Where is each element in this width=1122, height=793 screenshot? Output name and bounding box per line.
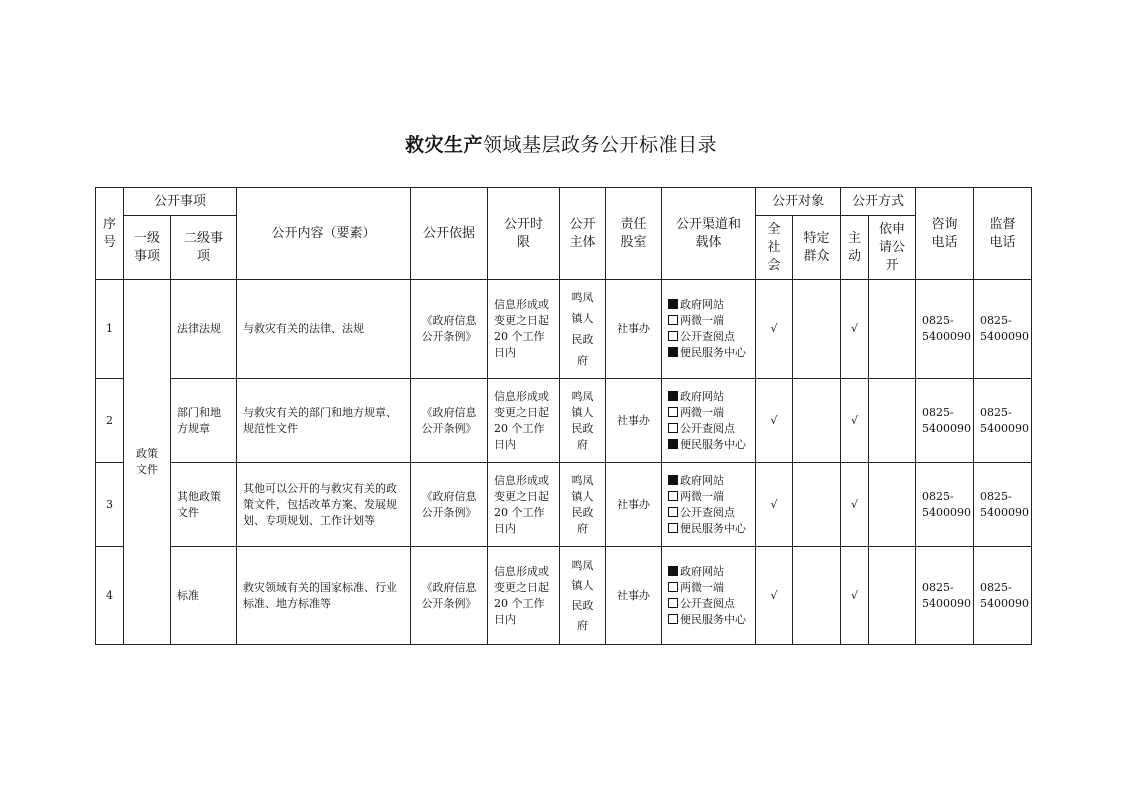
checkbox-icon <box>668 598 678 608</box>
row-aud-all: √ <box>756 379 793 463</box>
header-subject-text: 公开主体 <box>569 216 596 250</box>
channel-label: 政府网站 <box>680 564 725 578</box>
table-row <box>96 463 1032 547</box>
header-basis: 公开依据 <box>411 188 488 280</box>
level1-cell <box>124 280 171 645</box>
row-channels <box>662 547 756 645</box>
channel-label: 便民服务中心 <box>680 612 747 626</box>
checkbox-icon <box>668 391 678 401</box>
row-dept: 社事办 <box>606 379 662 463</box>
channel-option <box>668 421 749 437</box>
channel-label: 政府网站 <box>680 389 725 403</box>
channel-option <box>668 313 749 329</box>
header-level2 <box>171 216 237 280</box>
row-subject <box>560 547 606 645</box>
header-aud-all-text: 全社会 <box>767 221 781 273</box>
checkbox-icon <box>668 614 678 624</box>
header-m-apply <box>869 216 916 280</box>
channel-option <box>668 521 749 537</box>
row-m-active: √ <box>841 280 869 379</box>
checkbox-icon <box>668 347 678 357</box>
row-subject-text: 鸣凤镇人民政府 <box>571 473 594 535</box>
row-seq: 1 <box>96 280 124 379</box>
header-level1-text: 一级事项 <box>133 230 160 264</box>
row-subject-text: 鸣凤镇人民政府 <box>571 291 594 367</box>
row-basis-text: 《政府信息公开条例》 <box>421 314 477 343</box>
channel-label: 两微一端 <box>680 489 725 503</box>
row-m-apply <box>869 280 916 379</box>
table-row <box>96 379 1032 463</box>
channel-label: 公开查阅点 <box>680 421 736 435</box>
row-aud-all: √ <box>756 463 793 547</box>
channel-option <box>668 580 749 596</box>
channel-label: 两微一端 <box>680 580 725 594</box>
row-dept: 社事办 <box>606 547 662 645</box>
header-aud-specific <box>793 216 841 280</box>
row-m-apply <box>869 463 916 547</box>
channel-label: 公开查阅点 <box>680 330 736 343</box>
header-consult-phone <box>916 188 974 280</box>
row-aud-specific <box>793 280 841 379</box>
checkbox-icon <box>668 423 678 433</box>
header-items-group: 公开事项 <box>124 188 237 216</box>
channel-option <box>668 389 749 405</box>
row-content: 与救灾有关的法律、法规 <box>237 280 411 379</box>
channel-option <box>668 329 749 345</box>
channel-option <box>668 297 749 313</box>
channel-option <box>668 489 749 505</box>
checkbox-icon <box>668 299 678 309</box>
header-method-group: 公开方式 <box>841 188 916 216</box>
row-basis-text: 《政府信息公开条例》 <box>421 580 477 610</box>
row-content: 救灾领域有关的国家标准、行业标准、地方标准等 <box>237 547 411 645</box>
checkbox-icon <box>668 407 678 417</box>
checkbox-icon <box>668 439 678 449</box>
row-seq: 2 <box>96 379 124 463</box>
header-m-active-text: 主动 <box>848 230 862 264</box>
row-subject <box>560 280 606 379</box>
row-basis <box>411 379 488 463</box>
header-m-apply-text: 依申请公开 <box>879 221 906 273</box>
row-consult-phone: 0825-5400090 <box>916 547 974 645</box>
channel-option <box>668 612 749 628</box>
row-aud-all: √ <box>756 547 793 645</box>
disclosure-catalog-table <box>95 187 1032 645</box>
header-audience-group: 公开对象 <box>756 188 841 216</box>
row-channels <box>662 463 756 547</box>
channel-label: 便民服务中心 <box>680 346 747 359</box>
row-subject-text: 鸣凤镇人民政府 <box>571 558 594 632</box>
header-subject <box>560 188 606 280</box>
channel-label: 便民服务中心 <box>680 437 747 451</box>
title-strong: 救灾生产 <box>404 134 483 156</box>
row-m-active: √ <box>841 463 869 547</box>
channel-option <box>668 596 749 612</box>
row-time-limit: 信息形成或变更之日起 20 个工作日内 <box>488 280 560 379</box>
row-m-active: √ <box>841 547 869 645</box>
row-channels <box>662 379 756 463</box>
row-aud-specific <box>793 547 841 645</box>
checkbox-icon <box>668 566 678 576</box>
checkbox-icon <box>668 582 678 592</box>
row-m-active: √ <box>841 379 869 463</box>
channel-option <box>668 564 749 580</box>
row-subject-text: 鸣凤镇人民政府 <box>571 389 594 451</box>
row-dept: 社事办 <box>606 280 662 379</box>
row-consult-phone: 0825-5400090 <box>916 280 974 379</box>
header-m-active <box>841 216 869 280</box>
row-subject <box>560 463 606 547</box>
checkbox-icon <box>668 491 678 501</box>
row-basis <box>411 547 488 645</box>
row-seq: 4 <box>96 547 124 645</box>
channel-label: 公开查阅点 <box>680 596 736 610</box>
row-supervise-phone: 0825-5400090 <box>974 379 1032 463</box>
title-rest: 领域基层政务公开标准目录 <box>483 134 718 156</box>
row-basis-text: 《政府信息公开条例》 <box>421 405 477 435</box>
channel-label: 两微一端 <box>680 405 725 419</box>
checkbox-icon <box>668 507 678 517</box>
header-aud-specific-text: 特定群众 <box>803 230 830 264</box>
header-consult-phone-text: 咨询电话 <box>931 216 958 250</box>
table-row <box>96 280 1032 379</box>
row-channels <box>662 280 756 379</box>
row-basis-text: 《政府信息公开条例》 <box>421 489 477 519</box>
table-row <box>96 547 1032 645</box>
channel-option <box>668 473 749 489</box>
row-consult-phone: 0825-5400090 <box>916 379 974 463</box>
row-consult-phone: 0825-5400090 <box>916 463 974 547</box>
row-seq: 3 <box>96 463 124 547</box>
row-dept: 社事办 <box>606 463 662 547</box>
channel-label: 两微一端 <box>680 314 725 327</box>
row-level2: 法律法规 <box>171 280 237 379</box>
header-supervise-phone <box>974 188 1032 280</box>
row-supervise-phone: 0825-5400090 <box>974 463 1032 547</box>
header-supervise-phone-text: 监督电话 <box>989 216 1016 250</box>
row-m-apply <box>869 547 916 645</box>
header-dept <box>606 188 662 280</box>
row-supervise-phone: 0825-5400090 <box>974 280 1032 379</box>
header-time-limit-text: 公开时限 <box>504 216 544 250</box>
channel-label: 政府网站 <box>680 298 725 311</box>
row-basis <box>411 280 488 379</box>
channel-label: 政府网站 <box>680 473 725 487</box>
row-content: 其他可以公开的与救灾有关的政策文件，包括改革方案、发展规划、专项规划、工作计划等 <box>237 463 411 547</box>
header-level2-text: 二级事项 <box>183 230 223 264</box>
channel-option <box>668 345 749 361</box>
row-level2: 标准 <box>171 547 237 645</box>
row-aud-specific <box>793 379 841 463</box>
row-aud-all: √ <box>756 280 793 379</box>
row-level2: 部门和地方规章 <box>171 379 237 463</box>
header-seq <box>96 188 124 280</box>
row-subject <box>560 379 606 463</box>
level1-text: 政策文件 <box>136 447 158 476</box>
checkbox-icon <box>668 475 678 485</box>
row-supervise-phone: 0825-5400090 <box>974 547 1032 645</box>
header-dept-text: 责任股室 <box>620 216 647 250</box>
row-level2: 其他政策文件 <box>171 463 237 547</box>
header-aud-all <box>756 216 793 280</box>
header-seq-text: 序号 <box>102 216 116 250</box>
row-content: 与救灾有关的部门和地方规章、规范性文件 <box>237 379 411 463</box>
row-basis <box>411 463 488 547</box>
row-time-limit: 信息形成或变更之日起 20 个工作日内 <box>488 547 560 645</box>
channel-option <box>668 437 749 453</box>
channel-option <box>668 405 749 421</box>
header-level1 <box>124 216 171 280</box>
channel-label: 便民服务中心 <box>680 521 747 535</box>
header-channel-text: 公开渠道和载体 <box>676 216 742 250</box>
row-time-limit: 信息形成或变更之日起 20 个工作日内 <box>488 463 560 547</box>
channel-label: 公开查阅点 <box>680 505 736 519</box>
row-time-limit: 信息形成或变更之日起 20 个工作日内 <box>488 379 560 463</box>
checkbox-icon <box>668 315 678 325</box>
channel-option <box>668 505 749 521</box>
header-channel <box>662 188 756 280</box>
checkbox-icon <box>668 523 678 533</box>
header-time-limit <box>488 188 560 280</box>
page-title <box>0 130 1122 157</box>
checkbox-icon <box>668 331 678 341</box>
row-aud-specific <box>793 463 841 547</box>
row-m-apply <box>869 379 916 463</box>
header-content: 公开内容（要素） <box>237 188 411 280</box>
